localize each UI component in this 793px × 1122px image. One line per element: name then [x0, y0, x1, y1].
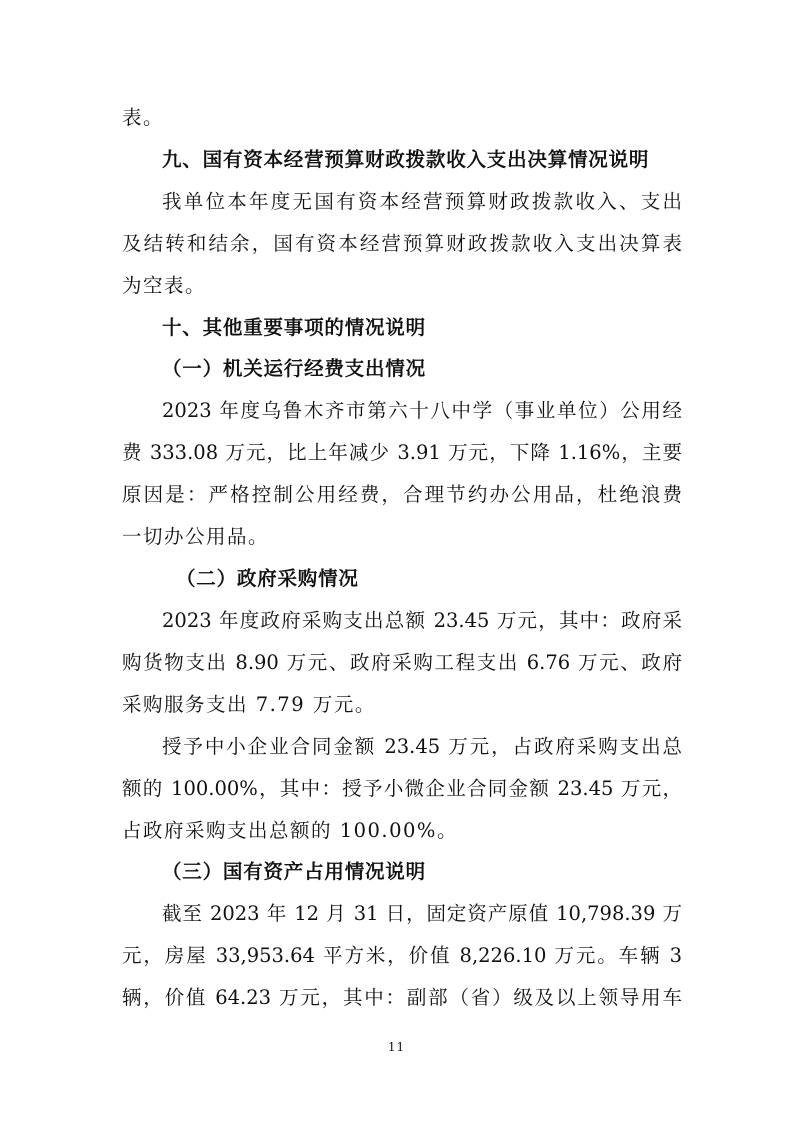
paragraph-text: 额的 100.00%，其中：授予小微企业合同金额 23.45 万元，: [122, 777, 682, 800]
paragraph-text: 授予中小企业合同金额 23.45 万元，占政府采购支出总: [162, 735, 682, 758]
paragraph-text: 费 333.08 万元，比上年减少 3.91 万元，下降 1.16%，主要: [122, 441, 682, 464]
subsection-heading-3: （三）国有资产占用情况说明: [162, 860, 426, 883]
paragraph-text: 采购服务支出 7.79 万元。: [122, 693, 376, 716]
paragraph-text: 我单位本年度无国有资本经营预算财政拨款收入、支出: [162, 190, 682, 213]
paragraph-text: 及结转和结余，国有资本经营预算财政拨款收入支出决算表: [122, 232, 682, 255]
page-number: 11: [387, 1040, 406, 1054]
section-heading-10: 十、其他重要事项的情况说明: [162, 316, 426, 339]
paragraph-text: 原因是：严格控制公用经费，合理节约办公用品，杜绝浪费: [122, 483, 682, 506]
paragraph-text: 截至 2023 年 12 月 31 日，固定资产原值 10,798.39 万: [162, 902, 682, 925]
paragraph-text: 购货物支出 8.90 万元、政府采购工程支出 6.76 万元、政府: [122, 651, 682, 674]
subsection-heading-2: （二）政府采购情况: [176, 567, 359, 590]
paragraph-text: 2023 年度政府采购支出总额 23.45 万元，其中：政府采: [162, 609, 682, 632]
paragraph-text: 一切办公用品。: [122, 525, 270, 548]
paragraph-text: 元，房屋 33,953.64 平方米，价值 8,226.10 万元。车辆 3: [122, 944, 682, 967]
paragraph-text: 辆，价值 64.23 万元，其中：副部（省）级及以上领导用车: [122, 986, 682, 1009]
section-heading-9: 九、国有资本经营预算财政拨款收入支出决算情况说明: [162, 148, 650, 171]
paragraph-text: 占政府采购支出总额的 100.00%。: [122, 819, 458, 842]
paragraph-text: 表。: [122, 106, 165, 129]
paragraph-text: 为空表。: [122, 274, 207, 297]
subsection-heading-1: （一）机关运行经费支出情况: [162, 357, 426, 380]
paragraph-text: 2023 年度乌鲁木齐市第六十八中学（事业单位）公用经: [162, 399, 682, 422]
